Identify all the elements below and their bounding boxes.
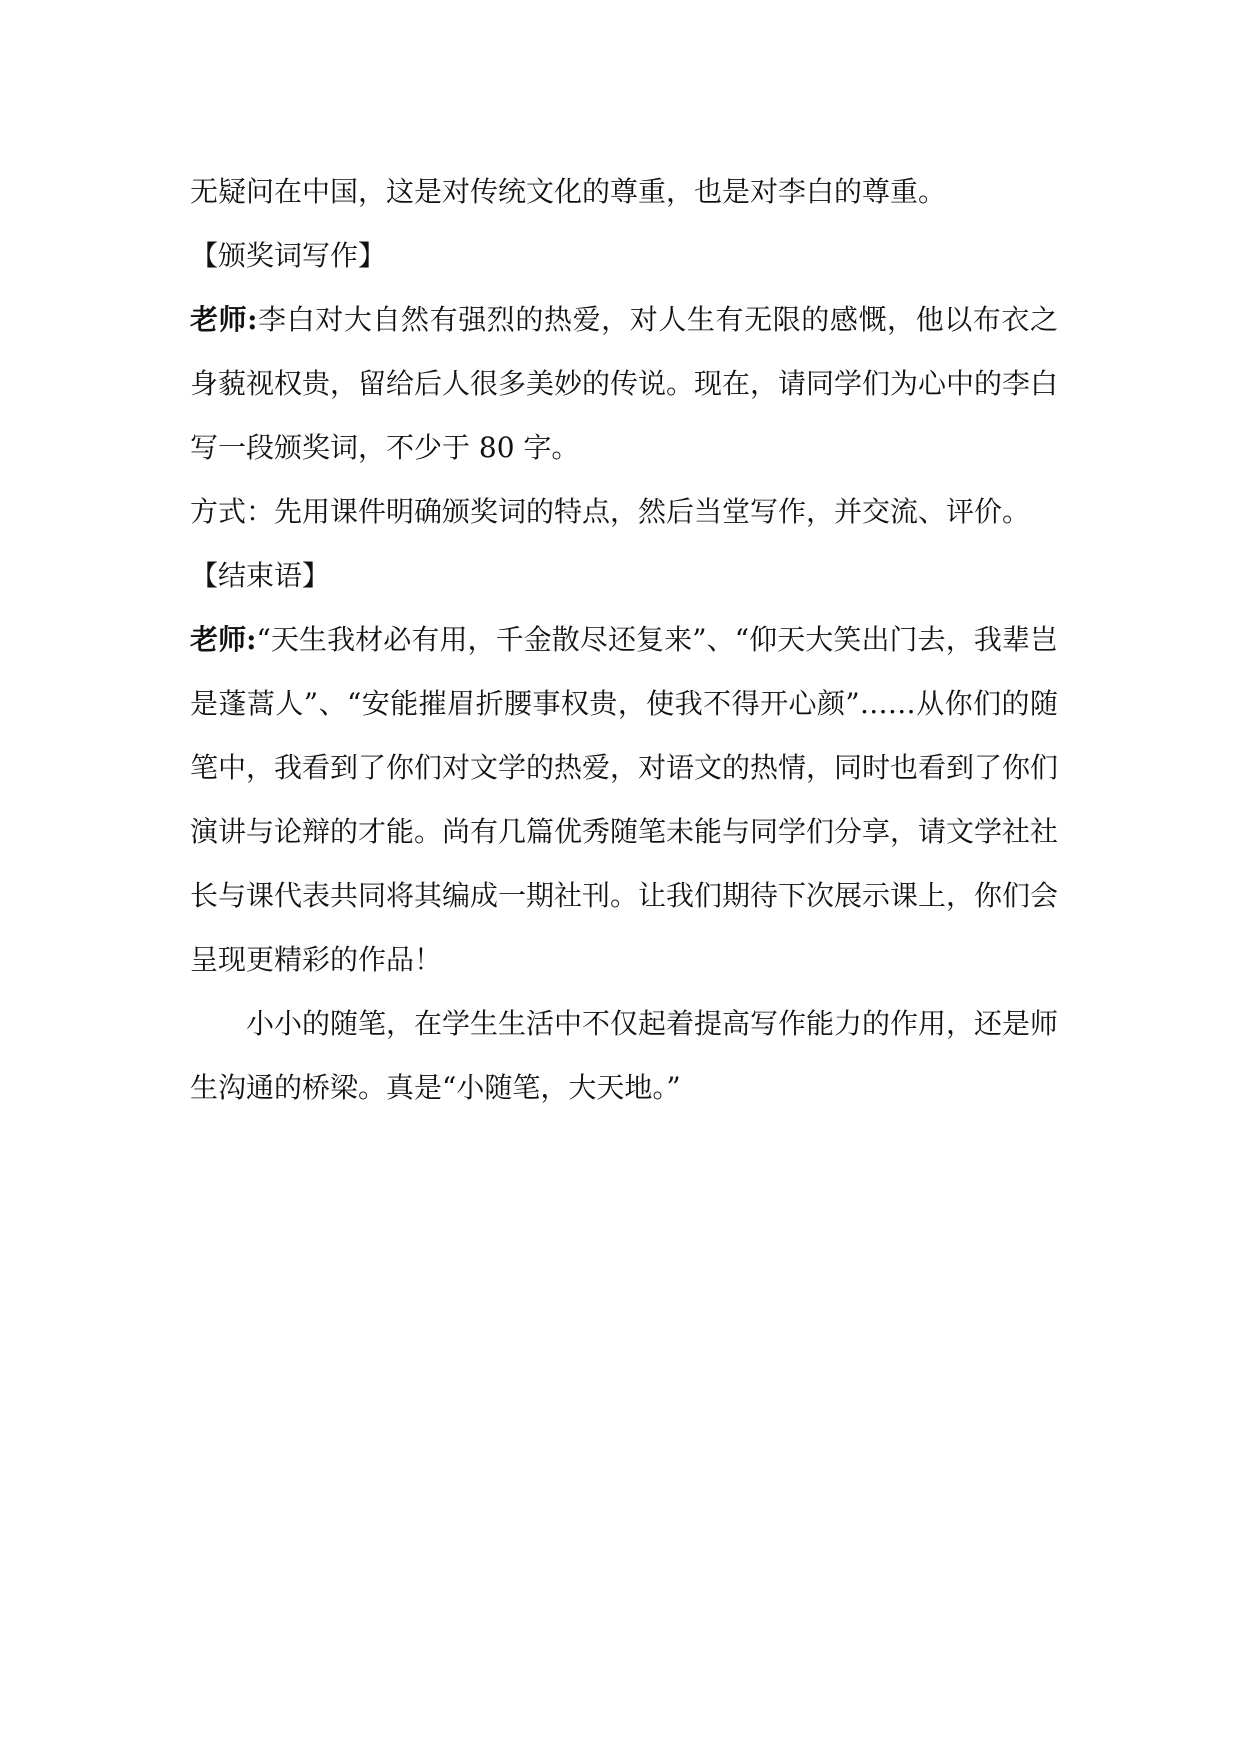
closing-paragraph: 小小的随笔，在学生生活中不仅起着提高写作能力的作用，还是师生沟通的桥梁。真是“小随笔，大天地。” <box>190 1007 1059 1104</box>
teacher-speech-closing: “天生我材必有用，千金散尽还复来”、“仰天大笑出门去，我辈岂是蓬蒿人”、“安能摧眉折腰事权贵，使我不得开心颜”……从你们的随笔中，我看到了你们对文学的热爱，对语文的热情，同时也看到了你们演讲与论辩的才能。尚有几篇优秀随笔未能与同学们分享，请文学社社长与课代表共同将其编成一期社刊。让我们期待下次展示课上，你们会呈现更精彩的作品！ <box>190 623 1059 976</box>
method-paragraph: 方式：先用课件明确颁奖词的特点，然后当堂写作，并交流、评价。 <box>190 495 1031 528</box>
teacher-paragraph-closing <box>190 608 1058 992</box>
teacher-speech-award: 李白对大自然有强烈的热爱，对人生有无限的感慨，他以布衣之身藐视权贵，留给后人很多美妙的传说。现在，请同学们为心中的李白写一段颁奖词，不少于 80 字。 <box>190 303 1059 464</box>
section-heading-award-speech: 【颁奖词写作】 <box>190 239 387 272</box>
continuation-paragraph: 无疑问在中国，这是对传统文化的尊重，也是对李白的尊重。 <box>190 175 947 208</box>
section-heading-closing-remarks: 【结束语】 <box>190 559 331 592</box>
speaker-label: 老师: <box>190 623 257 656</box>
speaker-label: 老师: <box>190 303 258 336</box>
teacher-paragraph-award <box>190 288 1058 480</box>
document-body <box>190 160 1058 1120</box>
